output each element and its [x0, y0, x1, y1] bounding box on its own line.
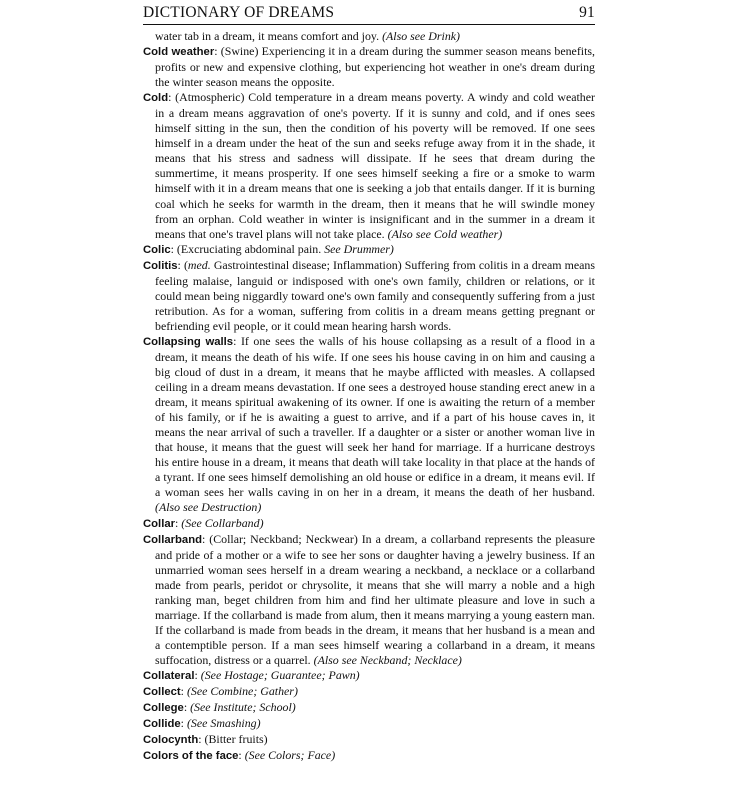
cross-reference: (Also see Drink) — [382, 29, 461, 43]
entry-cold-weather — [143, 44, 595, 90]
entry-text: : If one sees the walls of his house collapsing as a result of a flood in a dream, it means the death of his wife. If one sees his house caving in on him and causing a big cloud of dust in a dream, it means that he maybe afflicted with measles. A collapsed ceiling in a dream means devastation. If one sees a destroyed house standing erect anew in a dream, it means spiritual awakening of its owner. If one is awaiting the return of a member of his family, or if he is awaiting a guest to arrive, and if a part of his house caves in, it means the near arrival of such a traveller. If a daughter or a sister or another woman live in that house, it means that the guest will seek her hand for marriage. If a hurricane destroys his entire house in a dream, it means that death will take locality in that place at the hands of a tyrant. If one sees himself demolishing an old house or edifice in a dream, it means evil. If a woman sees her walls caving in on her in a dream, it means the death of her husband. — [155, 333, 596, 500]
entry-text: : (Atmospheric) Cold temperature in a dream means poverty. A windy and cold weather in a dream means aggravation of one's poverty. If it is sunny and cold, and if ones sees himself sitting in the sun, then the condition of his poverty will be removed. If one sees himself in a dream under the heat of the sun and seeks refuge away from it in the shade, it means that his stress and sadness will dissipate. If he sees that dream during the summertime, it means prosperity. If one sees himself seeking a fire or a smoke to warm himself with it in a dream means that one is seeking a job that entails danger. If it is burning coal which he seeks for warmth in the dream, then it means that he will swindle money from an orphan. Cold weather in winter is insignificant and in the summer in a dream it means that one's travel plans will not take place. — [155, 90, 595, 241]
entry-list — [143, 29, 595, 764]
cross-reference: (See Colors; Face) — [244, 748, 336, 763]
entry-term: Collide — [143, 718, 181, 731]
entry-term: Colors of the face — [143, 750, 239, 763]
continued-text: water tab in a dream, it means comfort and joy. — [155, 29, 380, 43]
entry-text: : — [175, 515, 182, 530]
cross-reference: (See Hostage; Guarantee; Pawn) — [200, 667, 360, 682]
entry-term: Colic — [143, 243, 171, 256]
entry-text: : (Excruciating abdominal pain. — [170, 241, 322, 256]
entry-text: : — [194, 667, 201, 682]
entry-collapsing-walls — [143, 334, 595, 516]
entry-colors-of-the-face — [143, 748, 595, 764]
cross-reference: (See Smashing) — [186, 716, 261, 731]
cross-reference: See Drummer) — [324, 241, 394, 256]
cross-reference: (Also see Destruction) — [155, 500, 262, 515]
entry-term: Collateral — [143, 669, 195, 682]
entry-cold — [143, 90, 595, 241]
entry-text: : — [180, 716, 187, 731]
cross-reference: (See Institute; School) — [190, 700, 296, 715]
entry-colitis — [143, 258, 595, 334]
entry-text: : (Swine) Experiencing it in a dream during the summer season means benefits, profits or new and expensive clothing, but experiencing hot weather in one's dream during the winter season means the opposite. — [155, 44, 595, 90]
cross-reference: (See Combine; Gather) — [186, 684, 298, 699]
entry-college — [143, 700, 595, 716]
entry-text: : — [183, 700, 191, 715]
entry-text: Gastrointestinal disease; Inflammation) Suffering from colitis in a dream means feeling malaise, languid or indisposed with one's own family, children or relations, or it could mean being niggardly toward one's own family and consequently suffering from a just retribution. As for a woman, suffering from colitis in a dream means getting pregnant or befriending evil people, or it could mean hearing harsh words. — [155, 257, 595, 333]
entry-text: : (Collar; Neckband; Neckwear) In a dream, a collarband represents the pleasure and pride of a mother or a wife to see her sons or daughter having a jewelry business. If an unmarried woman sees herself in a dream wearing a neckband, a necklace or a collarband made from pearls, peridot or chrysolite, it means that she will marry a noble and a high ranking man, beget children from him and find her ultimate pleasure and love in such a marriage. If the collarband is made from alum, then it means marrying a young eastern man. If the collarband is made from beads in the dream, it means that her husband is a mean and a contemptible person. If a man sees himself wearing a collarband in a dream, it means suffocation, distress or a quarrel. — [155, 531, 595, 667]
entry-colic — [143, 242, 595, 258]
page-number: 91 — [579, 4, 595, 21]
entry-text: : — [180, 684, 187, 699]
entry-collar — [143, 516, 595, 532]
entry-text: : (Bitter fruits) — [198, 732, 268, 747]
entry-term: Collect — [143, 686, 181, 699]
entry-collarband — [143, 532, 595, 668]
entry-term: College — [143, 702, 184, 715]
entry-term: Collarband — [143, 533, 202, 546]
entry-collateral — [143, 668, 595, 684]
entry-prefix: : ( — [177, 257, 188, 272]
book-title: DICTIONARY OF DREAMS — [143, 4, 335, 21]
dictionary-page — [143, 4, 595, 764]
entry-term: Cold — [143, 92, 169, 105]
entry-term: Collar — [143, 517, 176, 530]
running-header — [143, 4, 595, 25]
cross-reference: (See Collarband) — [181, 515, 264, 530]
medical-abbreviation: med. — [187, 257, 211, 272]
cross-reference: (Also see Neckband; Necklace) — [313, 652, 462, 667]
entry-collect — [143, 684, 595, 700]
entry-colocynth — [143, 732, 595, 748]
entry-term: Cold weather — [143, 46, 215, 59]
cross-reference: (Also see Cold weather) — [387, 226, 503, 241]
continued-entry — [143, 29, 595, 44]
entry-term: Colocynth — [143, 734, 199, 747]
entry-collide — [143, 716, 595, 732]
entry-term: Colitis — [143, 259, 178, 272]
entry-text: : — [238, 748, 245, 763]
entry-term: Collapsing walls — [143, 335, 234, 348]
